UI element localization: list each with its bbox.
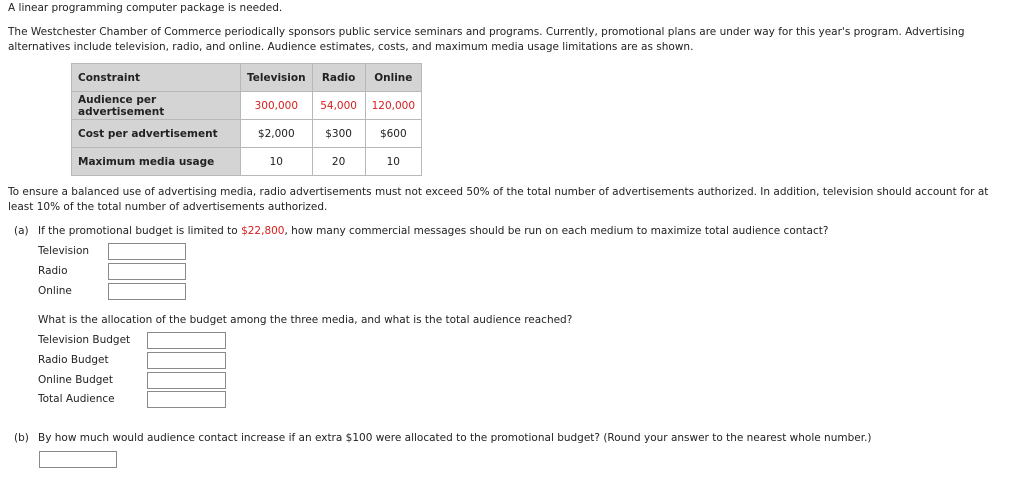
label-television-budget: Television Budget [38, 334, 131, 346]
cell-cost-radio: $300 [312, 120, 365, 148]
label-radio: Radio [38, 265, 68, 277]
cell-max-online: 10 [365, 148, 421, 176]
problem-statement: The Westchester Chamber of Commerce periodically sponsors public service seminars and programs. Currently, promotional plans are under way for this year's program. Advertising alternatives include television, radio, and online. Audience estimates, costs, and maximum media usage limitations are as shown. [8, 26, 965, 53]
header-online: Online [365, 64, 421, 92]
budget-amount: $22,800 [241, 225, 285, 237]
label-radio-budget: Radio Budget [38, 354, 109, 366]
part-b-question: By how much would audience contact increase if an extra $100 were allocated to the promotional budget? (Round your answer to the nearest whole number.) [38, 432, 872, 444]
row-label: Audience per advertisement [72, 92, 241, 120]
part-b-marker: (b) [14, 432, 29, 444]
part-a-marker: (a) [14, 225, 29, 237]
television-budget-input[interactable] [147, 332, 226, 349]
cell-max-television: 10 [241, 148, 313, 176]
audience-increase-input[interactable] [39, 451, 117, 468]
table-row-audience [72, 92, 422, 120]
cell-cost-television: $2,000 [241, 120, 313, 148]
label-television: Television [38, 245, 90, 257]
television-input[interactable] [108, 243, 186, 260]
header-radio: Radio [312, 64, 365, 92]
label-online-budget: Online Budget [38, 374, 113, 386]
online-budget-input[interactable] [147, 372, 226, 389]
cell-cost-online: $600 [365, 120, 421, 148]
followup-question: What is the allocation of the budget among the three media, and what is the total audience reached? [38, 314, 573, 326]
header-constraint: Constraint [72, 64, 241, 92]
table-row-max-usage [72, 148, 422, 176]
row-label: Maximum media usage [72, 148, 241, 176]
radio-input[interactable] [108, 263, 186, 280]
media-table [71, 63, 422, 176]
label-online: Online [38, 285, 72, 297]
constraint-text: To ensure a balanced use of advertising media, radio advertisements must not exceed 50% of the total number of advertisements authorized. In addition, television should account for at least 10% of the total number of advertisements authorized. [8, 186, 989, 213]
table-row-cost [72, 120, 422, 148]
row-label: Cost per advertisement [72, 120, 241, 148]
intro-text: A linear programming computer package is needed. [8, 2, 283, 14]
cell-audience-online: 120,000 [365, 92, 421, 120]
header-television: Television [241, 64, 313, 92]
part-a-question: If the promotional budget is limited to $22,800, how many commercial messages should be run on each medium to maximize total audience contact? [38, 225, 829, 237]
cell-audience-television: 300,000 [241, 92, 313, 120]
online-input[interactable] [108, 283, 186, 300]
radio-budget-input[interactable] [147, 352, 226, 369]
cell-audience-radio: 54,000 [312, 92, 365, 120]
table-header-row [72, 64, 422, 92]
total-audience-input[interactable] [147, 391, 226, 408]
label-total-audience: Total Audience [38, 393, 115, 405]
cell-max-radio: 20 [312, 148, 365, 176]
